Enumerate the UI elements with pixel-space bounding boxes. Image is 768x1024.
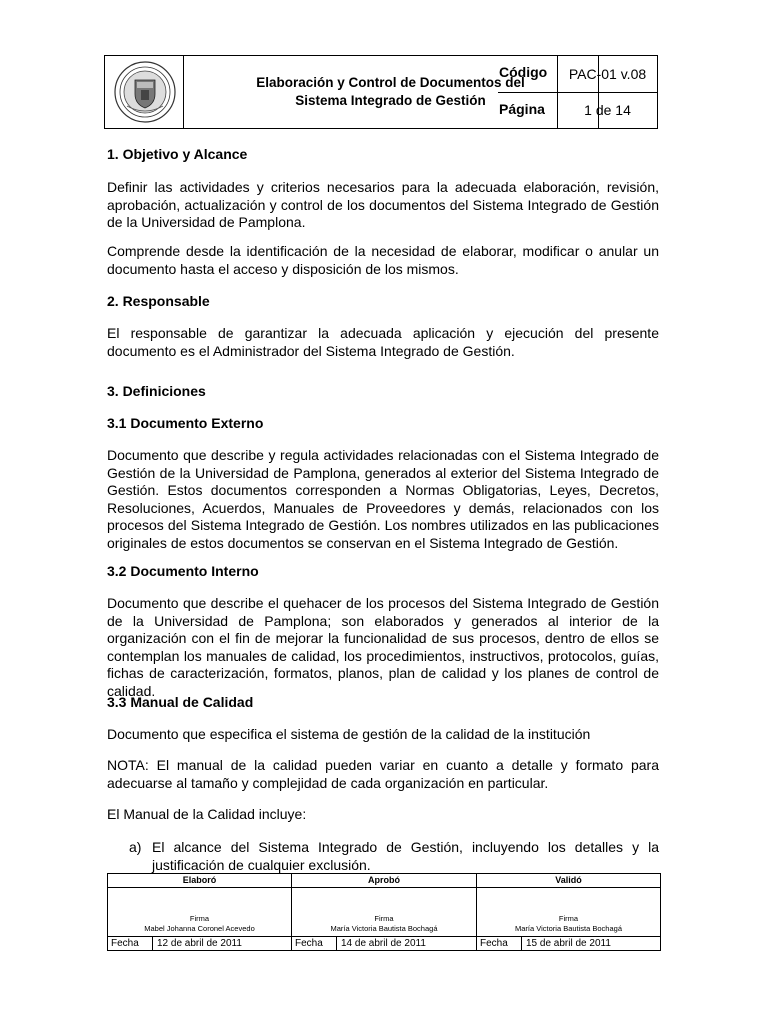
date-row: [108, 936, 291, 951]
code-value: PAC-01 v.08: [557, 56, 657, 92]
date-value: 14 de abril de 2011: [336, 937, 426, 951]
date-value: 12 de abril de 2011: [152, 937, 242, 951]
section-3-3-title: 3.3 Manual de Calidad: [107, 694, 254, 710]
date-label: Fecha: [480, 938, 508, 949]
signature-block: [292, 914, 476, 934]
page-value: 1 de 14: [557, 92, 657, 128]
section-2-paragraph: El responsable de garantizar la adecuada aplicación y ejecución del presente documento es el Administrador del Sistema Integrado de Gestión.: [107, 325, 659, 359]
section-3-2-title: 3.2 Documento Interno: [107, 563, 259, 579]
section-1-title: 1. Objetivo y Alcance: [107, 146, 248, 162]
section-3-3-paragraph-3: El Manual de la Calidad incluye:: [107, 806, 307, 822]
document-header: [104, 55, 658, 129]
section-3-3-paragraph-1: Documento que especifica el sistema de gestión de la calidad de la institución: [107, 726, 591, 742]
section-3-2-paragraph: Documento que describe el quehacer de los procesos del Sistema Integrado de Gestión de la Universidad de Pamplona; son elaborados y generados al interior de la organización con el fin de mejorar la funcionalidad de sus procesos, dentro de ellos se contemplan los manuales de calidad, los procedimientos, instructivos, protocolos, guías, fichas de caracterización, formatos, planos, plan de calidad y los planes de control de calidad.: [107, 595, 659, 699]
signature-table: [107, 873, 661, 951]
firma-label: Firma: [374, 914, 394, 923]
column-header: Validó: [477, 874, 660, 888]
title-line-1: Elaboración y Control de Documentos del: [256, 75, 525, 90]
section-3-title: 3. Definiciones: [107, 383, 206, 399]
university-seal-logo: [113, 60, 177, 124]
logo-cell: [105, 56, 184, 128]
date-row: [292, 936, 476, 951]
section-1-paragraph-1: Definir las actividades y criterios necesarios para la adecuada elaboración, revisión, aprobación, actualización y control de los documentos del Sistema Integrado de Gestión de la Universidad de Pamplona.: [107, 179, 659, 230]
signer-name: María Victoria Bautista Bochagá: [330, 924, 438, 933]
column-header: Elaboró: [108, 874, 291, 888]
date-label: Fecha: [295, 938, 323, 949]
list-text-a: El alcance del Sistema Integrado de Gestión, incluyendo los detalles y la justificación de cualquier exclusión.: [152, 839, 659, 873]
signature-column-valido: [477, 874, 660, 950]
signature-block: [108, 914, 291, 934]
signature-column-elaboro: [108, 874, 292, 950]
page-label: Página: [499, 101, 545, 117]
title-line-2: Sistema Integrado de Gestión: [295, 93, 486, 108]
section-1-paragraph-2: Comprende desde la identificación de la necesidad de elaborar, modificar o anular un documento hasta el acceso y disposición de los mismos.: [107, 243, 659, 277]
firma-label: Firma: [558, 914, 579, 923]
column-header: Aprobó: [292, 874, 476, 888]
section-3-1-title: 3.1 Documento Externo: [107, 415, 264, 431]
signer-name: Mabel Johanna Coronel Acevedo: [144, 924, 255, 933]
date-value: 15 de abril de 2011: [521, 937, 611, 951]
date-label: Fecha: [111, 938, 139, 949]
section-3-1-paragraph: Documento que describe y regula actividades relacionadas con el Sistema Integrado de Gestión de la Universidad de Pamplona, generados al exterior del Sistema Integrado de Gestión. Estos documentos corresponden a Normas Obligatorias, Leyes, Decretos, Resoluciones, Acuerdos, Manuales de Proveedores y demás, relacionados con los procesos del Sistema Integrado de Gestión. Los nombres utilizados en las publicaciones originales de estos documentos se conservan en el Sistema Integrado de Gestión.: [107, 447, 659, 551]
list-marker-a: a): [129, 839, 142, 855]
signer-name: María Victoria Bautista Bochagá: [514, 924, 622, 933]
signature-column-aprobo: [292, 874, 477, 950]
section-3-3-note: NOTA: El manual de la calidad pueden variar en cuanto a detalle y formato para adecuarse al tamaño y complejidad de cada organización en particular.: [107, 757, 659, 791]
firma-label: Firma: [189, 914, 210, 923]
section-2-title: 2. Responsable: [107, 293, 210, 309]
code-label: Código: [499, 64, 548, 80]
signature-block: [477, 914, 660, 934]
date-row: [477, 936, 660, 951]
